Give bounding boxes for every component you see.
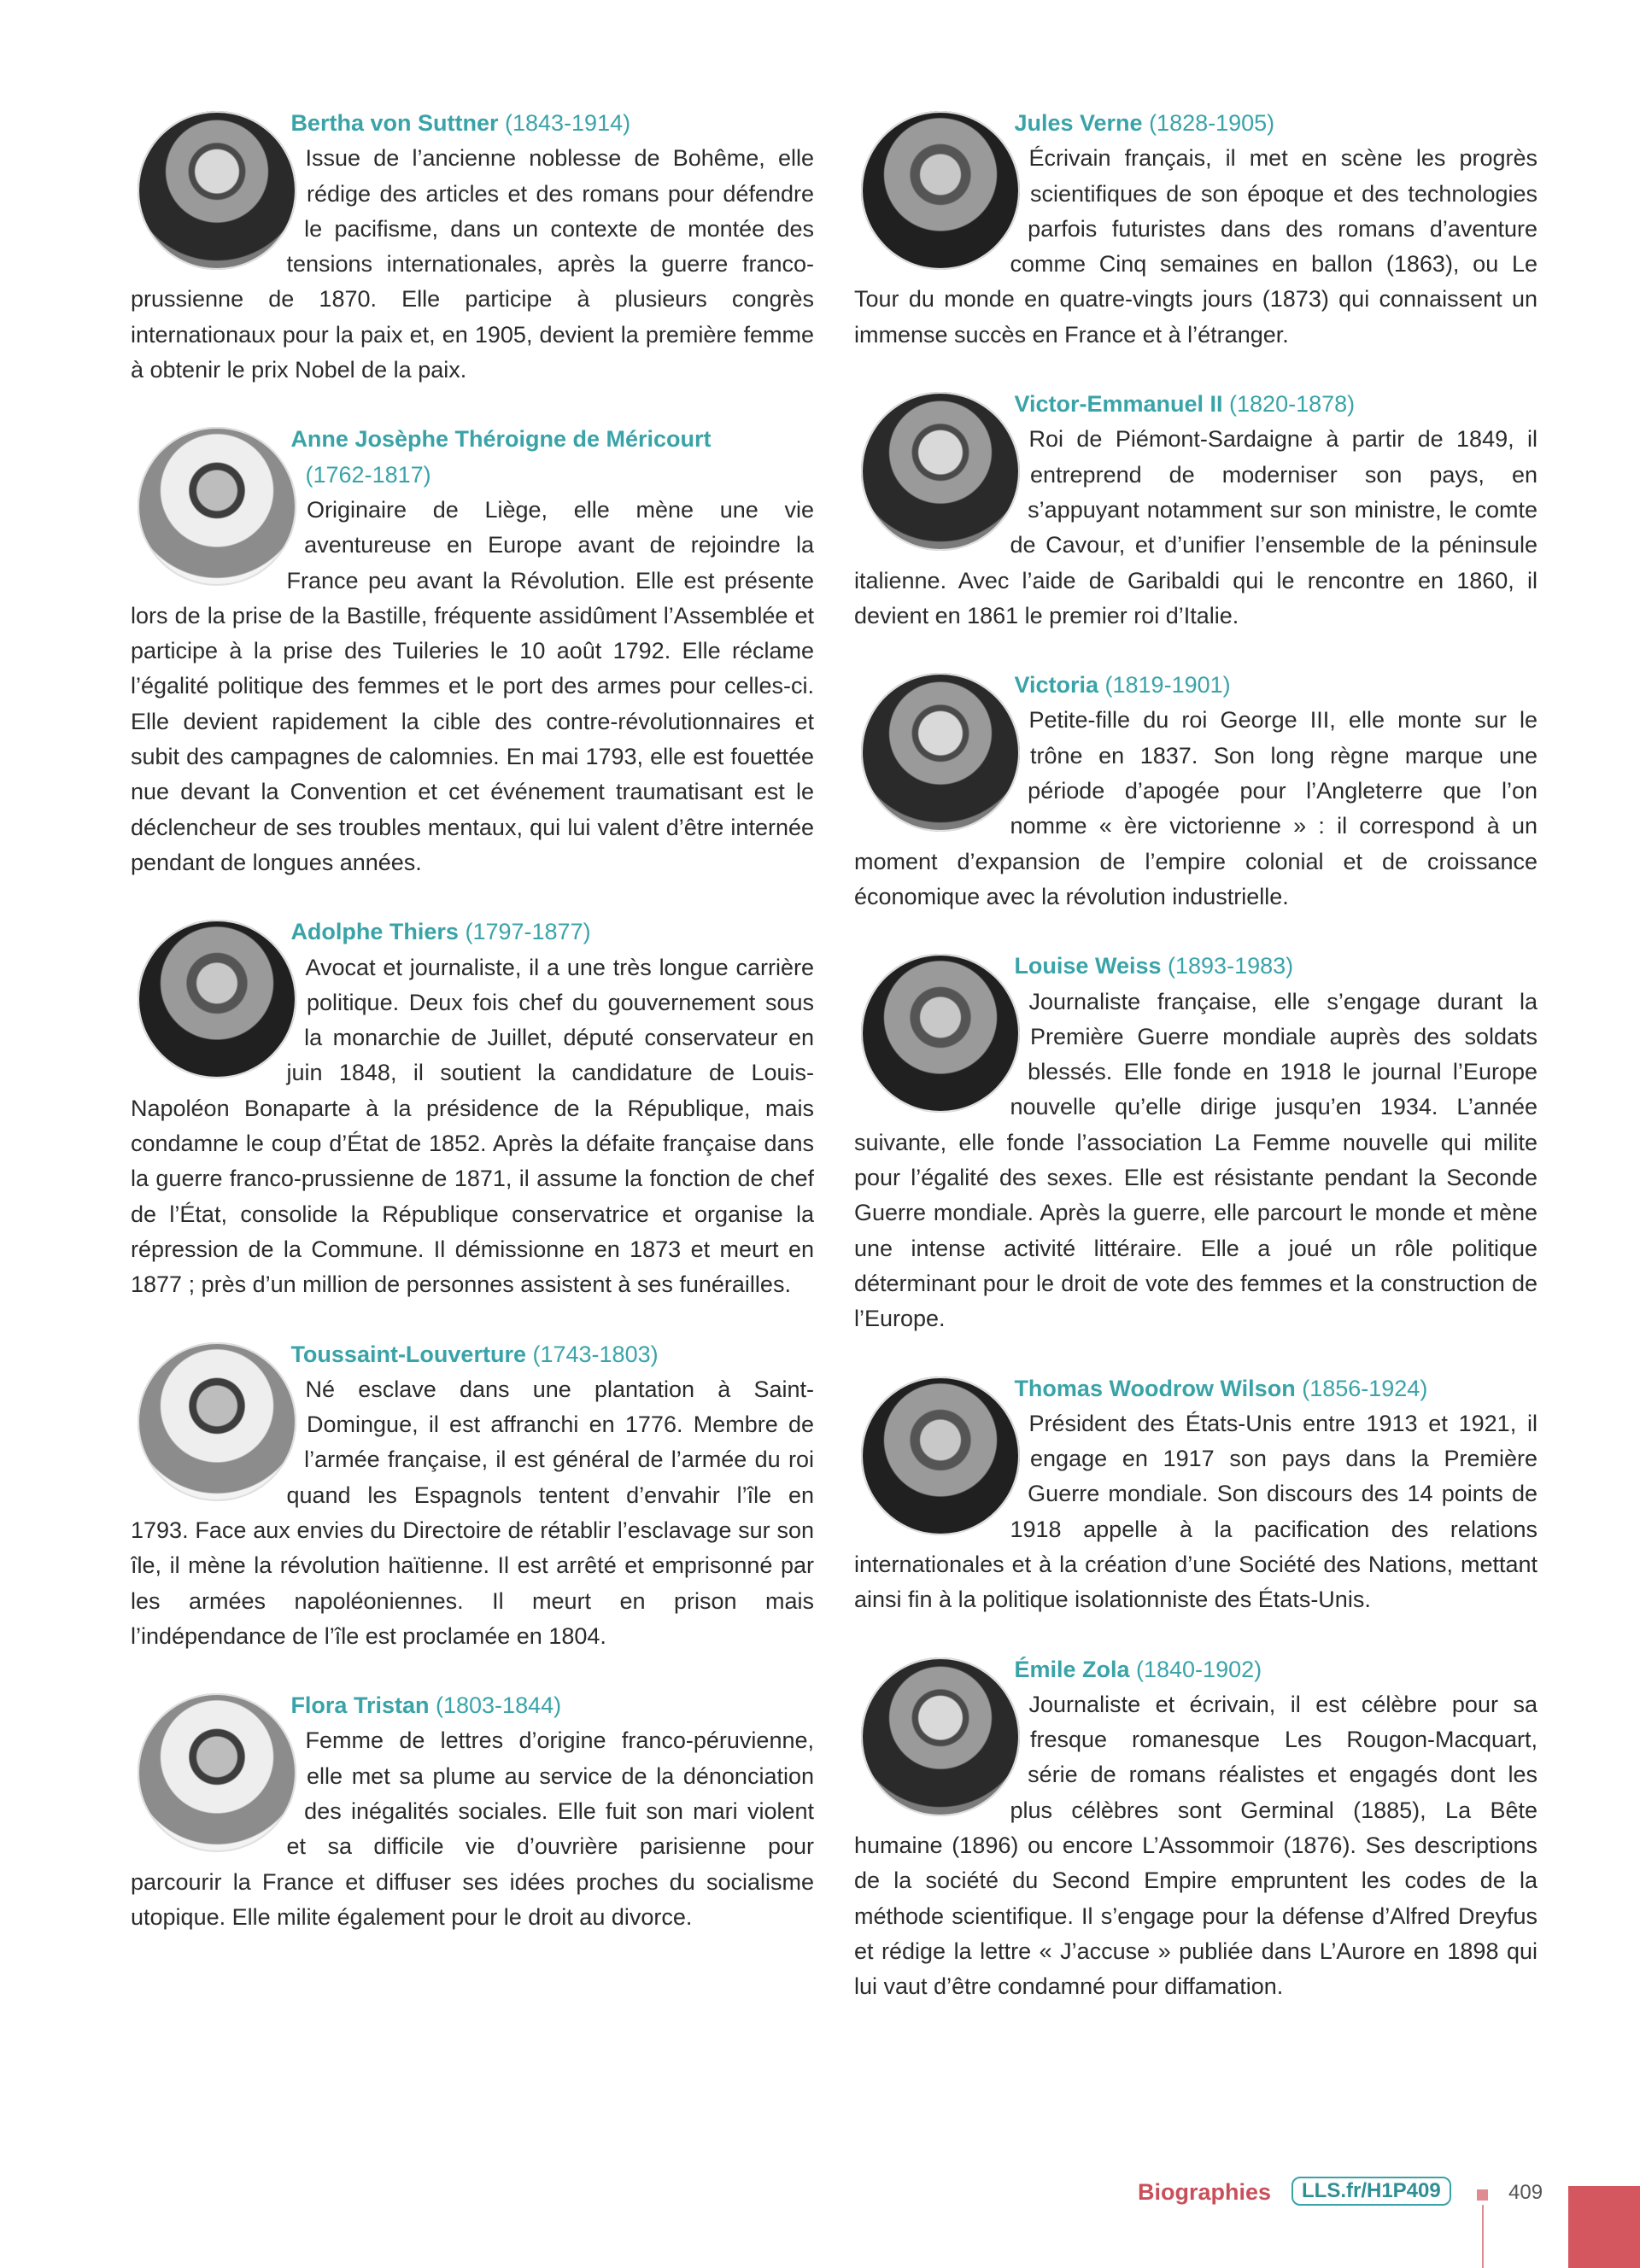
portrait-image: [861, 392, 1020, 551]
bio-name: Thomas Woodrow Wilson: [1014, 1375, 1296, 1401]
bio-paragraph: Roi de Piémont-Sardaigne à partir de 1849, il entreprend de moderniser son pays, en s’appuyant notamment sur son ministre, le comte de Cavour, et d’unifier l’ensemble de la péninsule italienne. Avec l’aide de Garibaldi qui le rencontre en 1860, il devient en 1861 le premier roi d’Italie.: [854, 426, 1538, 628]
bio-paragraph: Petite-fille du roi George III, elle monte sur le trône en 1837. Son long règne marque une période d’apogée pour l’Angleterre que l’on nomme « ère victorienne » : il correspond à un moment d’expansion de l’empire colonial et de croissance économique avec la révolution industrielle.: [854, 707, 1538, 909]
bio-paragraph: Journaliste et écrivain, il est célèbre pour sa fresque romanesque Les Rougon-Macquart, série de romans réalistes et engagés dont les plus célèbres sont Germinal (1885), La Bête humaine (1896) ou encore L’Assommoir (1876). Ses descriptions de la société du Second Empire empruntent les codes de la méthode scientifique. Il s’engage pour la défense d’Alfred Dreyfus et rédige la lettre « J’accuse » publiée dans L’Aurore en 1898 qui lui vaut d’être condamné pour diffamation.: [854, 1691, 1538, 2000]
bio-dates: (1856-1924): [1302, 1375, 1428, 1401]
bio-dates: (1843-1914): [504, 110, 631, 136]
portrait-image: [861, 111, 1020, 270]
bio-name: Anne Josèphe Théroigne de Méricourt: [290, 426, 712, 453]
portrait-image: [861, 1657, 1020, 1816]
bio-name: Jules Verne: [1014, 110, 1143, 136]
bio-dates: (1820-1878): [1229, 391, 1356, 418]
bio-emile-zola: [854, 1652, 1538, 2005]
portrait-image: [861, 1377, 1020, 1535]
bio-flora-tristan: [131, 1688, 814, 1935]
portrait-image: [138, 920, 296, 1078]
footer-marker: [1477, 2189, 1488, 2201]
bio-paragraph: Président des États-Unis entre 1913 et 1921, il engage en 1917 son pays dans la Première Guerre mondiale. Son discours des 14 points de 1918 appelle à la pacification des relations internationales et à la création d’une Société des Nations, mettant ainsi fin à la politique isolationniste des États-Unis.: [854, 1410, 1538, 1613]
bio-name: Victoria: [1014, 672, 1098, 699]
bio-name: Toussaint-Louverture: [290, 1341, 526, 1367]
bio-dates: (1803-1844): [436, 1692, 562, 1719]
bio-dates: (1840-1902): [1136, 1656, 1262, 1682]
bio-victor-emmanuel-ii: [854, 387, 1538, 634]
bio-name: Adolphe Thiers: [290, 919, 459, 945]
bio-victoria: [854, 668, 1538, 915]
bio-louise-weiss: [854, 949, 1538, 1336]
bio-jules-verne: [854, 106, 1538, 353]
right-column: [854, 106, 1538, 2039]
bio-name: Bertha von Suttner: [290, 110, 499, 136]
bio-dates: (1797-1877): [465, 919, 591, 945]
corner-tab: [1568, 2186, 1640, 2268]
bio-paragraph: Journaliste française, elle s’engage durant la Première Guerre mondiale auprès des soldats blessés. Elle fonde en 1918 le journal l’Europe nouvelle qu’elle dirige jusqu’en 1934. L’année suivante, elle fonde l’association La Femme nouvelle qui milite pour l’égalité des sexes. Elle est résistante pendant la Seconde Guerre mondiale. Après la guerre, elle parcourt le monde et mène une intense activité littéraire. Elle a joué un rôle politique déterminant pour le droit de vote des femmes et la construction de l’Europe.: [854, 988, 1538, 1332]
bio-paragraph: Issue de l’ancienne noblesse de Bohême, elle rédige des articles et des romans pour défendre le pacifisme, dans un contexte de montée des tensions internationales, après la guerre franco-prussienne de 1870. Elle participe à plusieurs congrès internationaux pour la paix et, en 1905, devient la première femme à obtenir le prix Nobel de la paix.: [131, 145, 814, 383]
portrait-image: [138, 1342, 296, 1501]
bio-dates: (1828-1905): [1149, 110, 1275, 136]
bio-name: Émile Zola: [1014, 1656, 1130, 1682]
bio-paragraph: Femme de lettres d’origine franco-péruvienne, elle met sa plume au service de la dénonciation des inégalités sociales. Elle fuit son mari violent et sa difficile vie d’ouvrière parisienne pour parcourir la France et diffuser ses idées proches du socialisme utopique. Elle milite également pour le droit au divorce.: [131, 1727, 814, 1930]
footer-divider: [1482, 2205, 1484, 2268]
bio-dates: (1762-1817): [305, 461, 431, 488]
bio-paragraph: Avocat et journaliste, il a une très longue carrière politique. Deux fois chef du gouvernement sous la monarchie de Juillet, député conservateur en juin 1848, il soutient la candidature de Louis-Napoléon Bonaparte à la présidence de la République, mais condamne le coup d’État de 1852. Après la défaite française dans la guerre franco-prussienne de 1871, il assume la fonction de chef de l’État, consolide la République conservatrice et organise la répression de la Commune. Il démissionne en 1873 et meurt en 1877 ; près d’un million de personnes assistent à ses funérailles.: [131, 954, 814, 1298]
bio-dates: (1819-1901): [1104, 672, 1231, 699]
page-number: 409: [1508, 2181, 1543, 2204]
bio-adolphe-thiers: [131, 915, 814, 1302]
portrait-image: [138, 111, 296, 270]
bio-name: Flora Tristan: [290, 1692, 430, 1719]
bio-dates: (1893-1983): [1168, 953, 1294, 979]
bio-paragraph: Originaire de Liège, elle mène une vie aventureuse en Europe avant de rejoindre la France peu avant la Révolution. Elle est présente lors de la prise de la Bastille, fréquente assidûment l’Assemblée et participe à la prise des Tuileries le 10 août 1792. Elle réclame l’égalité politique des femmes et le port des armes pour celles-ci. Elle devient rapidement la cible des contre-révolutionnaires et subit des campagnes de calomnies. En mai 1793, elle est fouettée nue devant la Convention et cet événement traumatisant est le déclencheur de ses troubles mentaux, qui lui valent d’être internée pendant de longues années.: [131, 496, 814, 875]
bio-bertha-von-suttner: [131, 106, 814, 388]
bio-name: Victor-Emmanuel II: [1014, 391, 1223, 418]
portrait-image: [861, 673, 1020, 832]
bio-name: Louise Weiss: [1014, 953, 1162, 979]
footer-link[interactable]: LLS.fr/H1P409: [1292, 2177, 1451, 2206]
portrait-image: [861, 954, 1020, 1113]
bio-thomas-woodrow-wilson: [854, 1371, 1538, 1618]
bio-paragraph: Né esclave dans une plantation à Saint-Domingue, il est affranchi en 1776. Membre de l’armée française, il est général de l’armée du roi quand les Espagnols tentent d’envahir l’île en 1793. Face aux envies du Directoire de rétablir l’esclavage sur son île, il mène la révolution haïtienne. Il est arrêté et emprisonné par les armées napoléoniennes. Il meurt en prison mais l’indépendance de l’île est proclamée en 1804.: [131, 1376, 814, 1649]
portrait-image: [138, 427, 296, 586]
bio-theroigne-de-mericourt: [131, 422, 814, 880]
bio-dates: (1743-1803): [532, 1341, 659, 1367]
footer-section-label: Biographies: [1138, 2179, 1272, 2205]
bio-paragraph: Écrivain français, il met en scène les progrès scientifiques de son époque et des technologies parfois futuristes dans des romans d’aventure comme Cinq semaines en ballon (1863), ou Le Tour du monde en quatre-vingts jours (1873) qui connaissent un immense succès en France et à l’étranger.: [854, 145, 1538, 348]
bio-toussaint-louverture: [131, 1337, 814, 1655]
left-column: [131, 106, 814, 1969]
portrait-image: [138, 1693, 296, 1852]
